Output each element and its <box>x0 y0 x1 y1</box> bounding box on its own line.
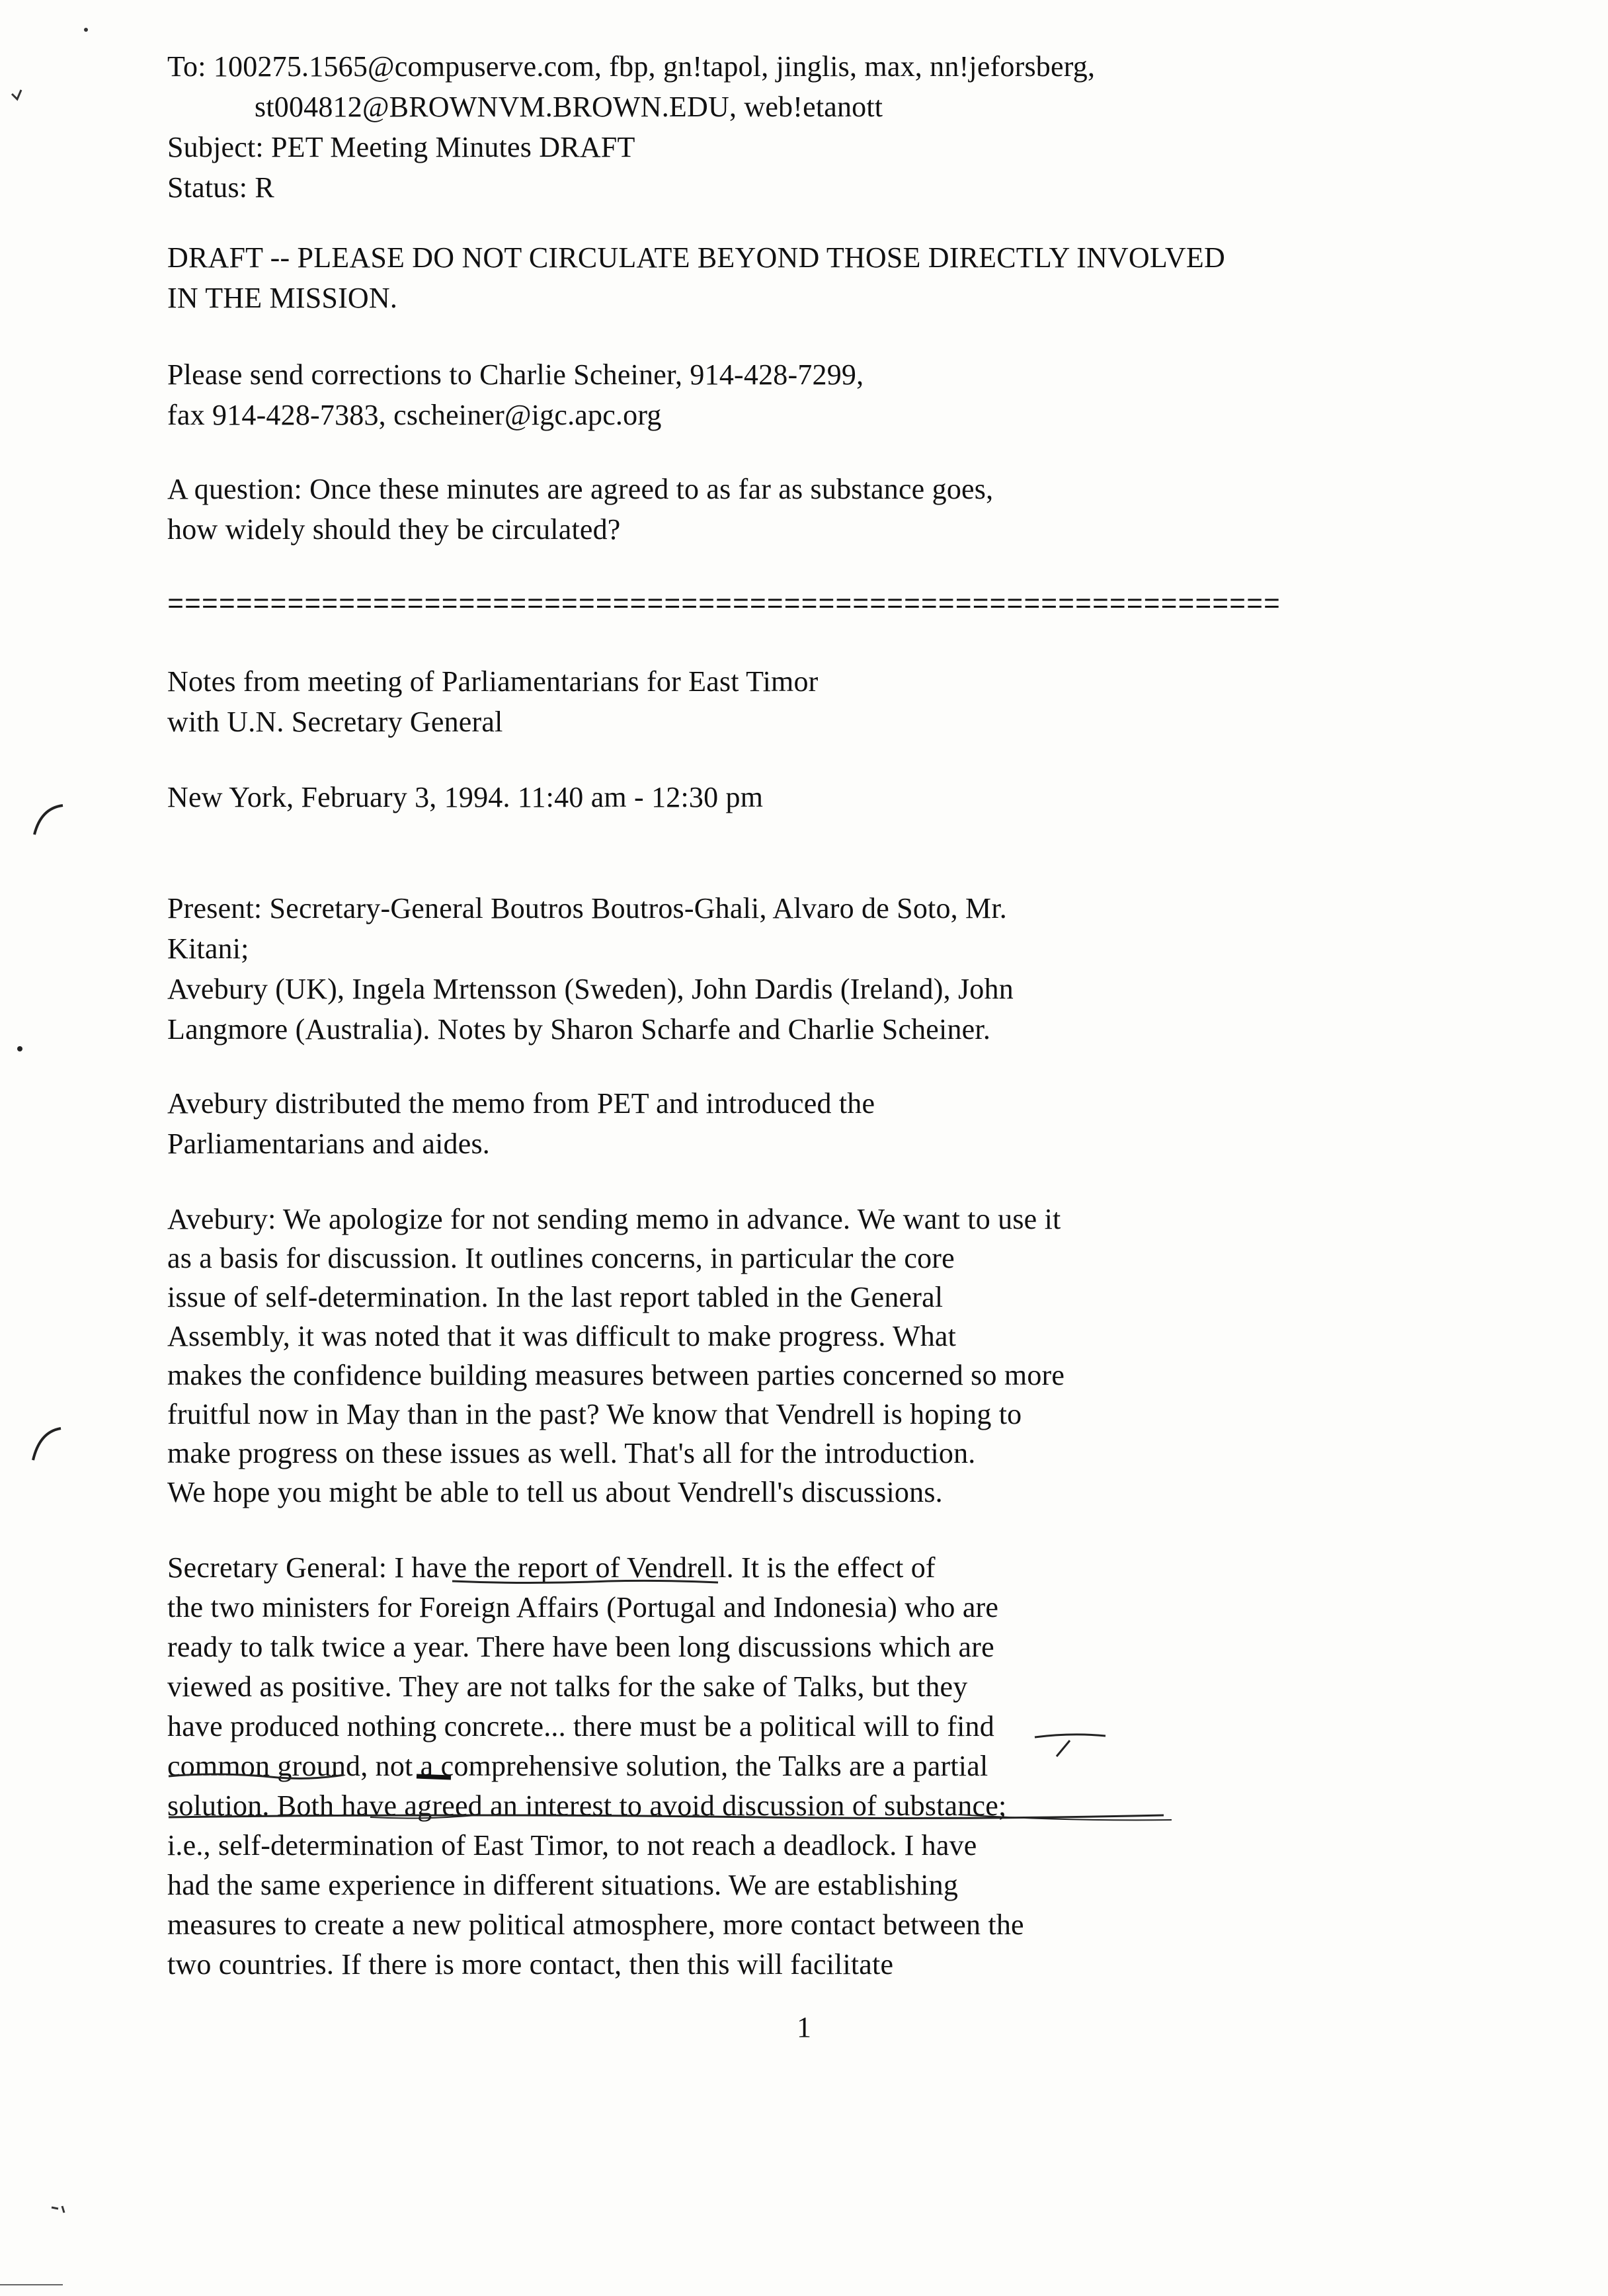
intro-line-1: Avebury distributed the memo from PET and introduced the <box>167 1087 875 1120</box>
sg-line-1: Secretary General: I have the report of Vendrell. It is the effect of <box>167 1551 936 1584</box>
status-label: Status: <box>167 171 248 204</box>
avebury-line-2: as a basis for discussion. It outlines concerns, in particular the core <box>167 1242 955 1274</box>
scan-speck <box>17 1046 22 1051</box>
underline-mark <box>452 1580 718 1582</box>
underline-mark <box>169 1774 344 1778</box>
page-number: 1 <box>797 2011 811 2043</box>
question-line-2: how widely should they be circulated? <box>167 513 621 546</box>
avebury-line-1: Avebury: We apologize for not sending memo in advance. We want to use it <box>167 1203 1061 1235</box>
question-line-1: A question: Once these minutes are agreed to as far as substance goes, <box>167 473 994 505</box>
to-label: To: <box>167 50 206 83</box>
scan-speck <box>52 2206 64 2213</box>
margin-bracket-mark <box>33 1428 61 1460</box>
intro-line-2: Parliamentarians and aides. <box>167 1128 491 1160</box>
draft-warning-line-1: DRAFT -- PLEASE DO NOT CIRCULATE BEYOND THOSE DIRECTLY INVOLVED <box>167 241 1225 274</box>
underline-mark <box>1057 1741 1070 1756</box>
sg-line-4: viewed as positive. They are not talks for the sake of Talks, but they <box>167 1670 968 1703</box>
present-line-1: Present: Secretary-General Boutros Boutros-Ghali, Alvaro de Soto, Mr. <box>167 892 1007 924</box>
present-line-3: Avebury (UK), Ingela Mrtensson (Sweden), John Dardis (Ireland), John <box>167 973 1014 1005</box>
sg-line-11: two countries. If there is more contact, then this will facilitate <box>167 1948 894 1981</box>
avebury-line-4: Assembly, it was noted that it was difficult to make progress. What <box>167 1320 957 1352</box>
status-text: R <box>255 171 274 204</box>
sg-line-7: solution. Both have agreed an interest to avoid discussion of substance; <box>167 1789 1007 1822</box>
margin-bracket-mark <box>34 805 63 835</box>
subject-label: Subject: <box>167 131 264 163</box>
sg-line-3: ready to talk twice a year. There have been long discussions which are <box>167 1631 994 1663</box>
separator-line: ================================================================= <box>167 589 1281 621</box>
avebury-line-7: make progress on these issues as well. That's all for the introduction. <box>167 1437 976 1469</box>
to-recipients-2: st004812@BROWNVM.BROWN.EDU, web!etanott <box>255 91 883 123</box>
scan-speck <box>12 90 21 99</box>
scan-speck <box>84 28 88 32</box>
avebury-line-8: We hope you might be able to tell us about Vendrell's discussions. <box>167 1476 943 1508</box>
avebury-line-5: makes the confidence building measures between parties concerned so more <box>167 1359 1065 1391</box>
subject-text: PET Meeting Minutes DRAFT <box>271 131 635 163</box>
sg-line-9: had the same experience in different situations. We are establishing <box>167 1869 959 1901</box>
present-line-2: Kitani; <box>167 932 249 965</box>
avebury-line-3: issue of self-determination. In the last report tabled in the General <box>167 1281 944 1313</box>
avebury-line-6: fruitful now in May than in the past? We know that Vendrell is hoping to <box>167 1398 1022 1430</box>
sg-line-6: common ground, not a comprehensive solution, the Talks are a partial <box>167 1750 988 1782</box>
corrections-line-1: Please send corrections to Charlie Scheiner, 914-428-7299, <box>167 358 864 391</box>
underline-mark <box>417 1776 451 1778</box>
sg-line-8: i.e., self-determination of East Timor, to not reach a deadlock. I have <box>167 1829 977 1862</box>
notes-title-line-1: Notes from meeting of Parliamentarians for East Timor <box>167 665 819 698</box>
present-line-4: Langmore (Australia). Notes by Sharon Scharfe and Charlie Scheiner. <box>167 1013 991 1046</box>
sg-line-2: the two ministers for Foreign Affairs (Portugal and Indonesia) who are <box>167 1591 999 1623</box>
to-recipients-1: 100275.1565@compuserve.com, fbp, gn!tapol, jinglis, max, nn!jeforsberg, <box>213 50 1096 83</box>
underline-mark <box>1035 1735 1106 1737</box>
sg-line-10: measures to create a new political atmosphere, more contact between the <box>167 1908 1024 1941</box>
sg-line-5: have produced nothing concrete... there must be a political will to find <box>167 1710 994 1742</box>
draft-warning-line-2: IN THE MISSION. <box>167 282 398 314</box>
corrections-line-2: fax 914-428-7383, cscheiner@igc.apc.org <box>167 399 662 431</box>
meeting-date-time: New York, February 3, 1994. 11:40 am - 12:30 pm <box>167 781 764 813</box>
notes-title-line-2: with U.N. Secretary General <box>167 706 503 738</box>
